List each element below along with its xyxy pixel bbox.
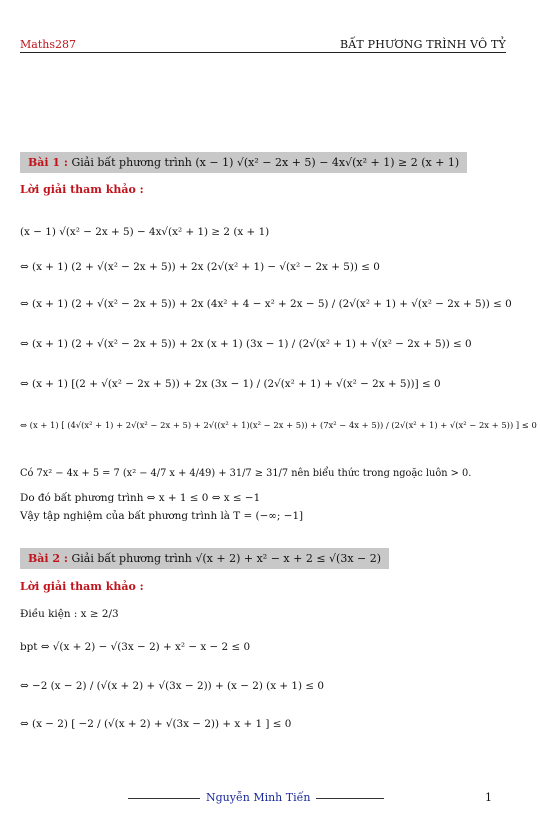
problem1-step: ⇔ (x + 1) [(2 + √(x² − 2x + 5)) + 2x (3x − 1) / (2√(x² + 1) + √(x² − 2x + 5))] ≤ 0	[20, 378, 441, 390]
footer-rule-left	[128, 798, 200, 799]
problem2-step: bpt ⇔ √(x + 2) − √(3x − 2) + x² − x − 2 ≤ 0	[20, 641, 251, 653]
problem2-condition: Điều kiện : x ≥ 2/3	[20, 608, 119, 620]
problem2-step: ⇔ (x − 2) [ −2 / (√(x + 2) + √(3x − 2)) + x + 1 ] ≤ 0	[20, 718, 292, 730]
problem1-step: ⇔ (x + 1) (2 + √(x² − 2x + 5)) + 2x (2√(x² + 1) − √(x² − 2x + 5)) ≤ 0	[20, 261, 380, 273]
problem1-step: ⇔ (x + 1) (2 + √(x² − 2x + 5)) + 2x (4x² + 4 − x² + 2x − 5) / (2√(x² + 1) + √(x² − 2x + 5)) ≤ 0	[20, 298, 512, 310]
footer-rule-right	[316, 798, 384, 799]
problem1-statement: Giải bất phương trình (x − 1) √(x² − 2x + 5) − 4x√(x² + 1) ≥ 2 (x + 1)	[71, 156, 460, 169]
problem1-box	[20, 152, 467, 173]
header-right: BẤT PHƯƠNG TRÌNH VÔ TỶ	[340, 38, 506, 51]
problem1-solution-heading: Lời giải tham khảo :	[20, 183, 144, 196]
problem2-label: Bài 2 :	[28, 552, 68, 565]
problem1-step: ⇔ (x + 1) (2 + √(x² − 2x + 5)) + 2x (x + 1) (3x − 1) / (2√(x² + 1) + √(x² − 2x + 5)) ≤ 0	[20, 338, 472, 350]
problem1-note: Do đó bất phương trình ⇔ x + 1 ≤ 0 ⇔ x ≤ −1	[20, 492, 261, 504]
problem1-label: Bài 1 :	[28, 156, 68, 169]
problem2-box	[20, 548, 389, 569]
problem1-note: Có 7x² − 4x + 5 = 7 (x² − 4/7 x + 4/49) + 31/7 ≥ 31/7 nên biểu thức trong ngoặc luôn > 0.	[20, 468, 472, 479]
header-left: Maths287	[20, 38, 76, 51]
header-rule	[20, 52, 506, 53]
problem2-solution-heading: Lời giải tham khảo :	[20, 580, 144, 593]
page-number: 1	[485, 791, 492, 804]
problem1-note: Vậy tập nghiệm của bất phương trình là T = (−∞; −1]	[20, 510, 304, 522]
problem2-step: ⇔ −2 (x − 2) / (√(x + 2) + √(3x − 2)) + (x − 2) (x + 1) ≤ 0	[20, 680, 324, 692]
problem1-step: (x − 1) √(x² − 2x + 5) − 4x√(x² + 1) ≥ 2 (x + 1)	[20, 226, 270, 238]
problem1-step: ⇔ (x + 1) [ (4√(x² + 1) + 2√(x² − 2x + 5) + 2√((x² + 1)(x² − 2x + 5)) + (7x² − 4x + 5)) / (2√(x² + 1) + √(x² − 2x + 5)) ] ≤ 0	[20, 420, 537, 430]
footer-author: Nguyễn Minh Tiến	[206, 791, 311, 804]
problem2-statement: Giải bất phương trình √(x + 2) + x² − x + 2 ≤ √(3x − 2)	[71, 552, 382, 565]
